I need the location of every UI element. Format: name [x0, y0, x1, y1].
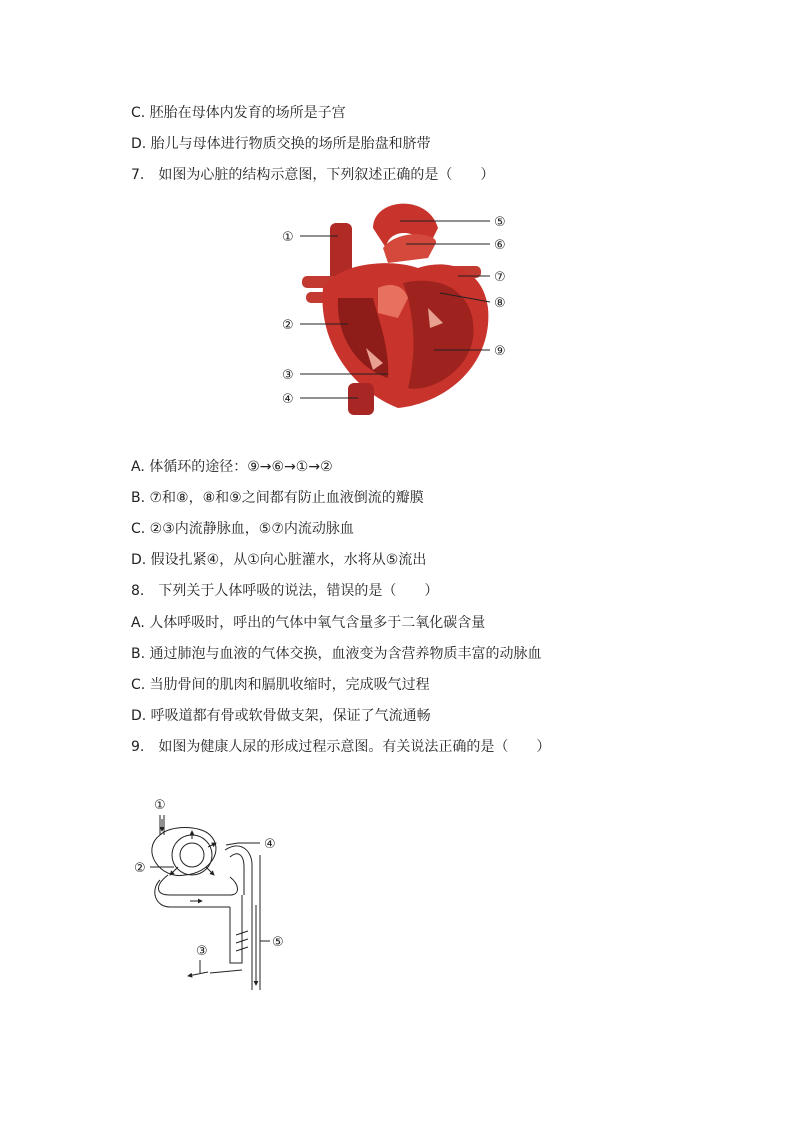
kidney-label-1: ①: [154, 798, 166, 813]
q8-option-a: A. 人体呼吸时，呼出的气体中氧气含量多于二氧化碳含量: [131, 615, 486, 631]
nephron-figure: [130, 795, 300, 1000]
q6-option-d: D. 胎儿与母体进行物质交换的场所是胎盘和脐带: [131, 136, 431, 152]
kidney-label-3: ③: [196, 944, 208, 959]
kidney-label-5: ⑤: [272, 935, 284, 950]
kidney-label-2: ②: [134, 861, 146, 876]
q8-option-c: C. 当肋骨间的肌肉和膈肌收缩时，完成吸气过程: [131, 677, 430, 693]
heart-label-4: ④: [282, 392, 294, 407]
heart-label-8: ⑧: [494, 296, 506, 311]
heart-label-9: ⑨: [494, 344, 506, 359]
heart-label-6: ⑥: [494, 238, 506, 253]
kidney-label-4: ④: [264, 837, 276, 852]
q7-option-c: C. ②③内流静脉血，⑤⑦内流动脉血: [131, 521, 354, 537]
heart-label-3: ③: [282, 368, 294, 383]
question-9: 9. 如图为健康人尿的形成过程示意图。有关说法正确的是（ ）: [131, 739, 551, 755]
q8-option-b: B. 通过肺泡与血液的气体交换，血液变为含营养物质丰富的动脉血: [131, 646, 542, 662]
q7-option-d: D. 假设扎紧④，从①向心脏灌水，水将从⑤流出: [131, 552, 427, 568]
heart-structure-figure: [278, 188, 518, 420]
heart-label-5: ⑤: [494, 215, 506, 230]
q7-option-b: B. ⑦和⑧，⑧和⑨之间都有防止血液倒流的瓣膜: [131, 490, 424, 506]
question-7: 7. 如图为心脏的结构示意图，下列叙述正确的是（ ）: [131, 167, 495, 183]
heart-label-1: ①: [282, 230, 294, 245]
q7-option-a: A. 体循环的途径：⑨→⑥→①→②: [131, 459, 333, 475]
question-8: 8. 下列关于人体呼吸的说法，错误的是（ ）: [131, 583, 439, 599]
heart-label-2: ②: [282, 318, 294, 333]
q8-option-d: D. 呼吸道都有骨或软骨做支架，保证了气流通畅: [131, 708, 431, 724]
q6-option-c: C. 胚胎在母体内发育的场所是子宫: [131, 105, 346, 121]
heart-label-7: ⑦: [494, 270, 506, 285]
